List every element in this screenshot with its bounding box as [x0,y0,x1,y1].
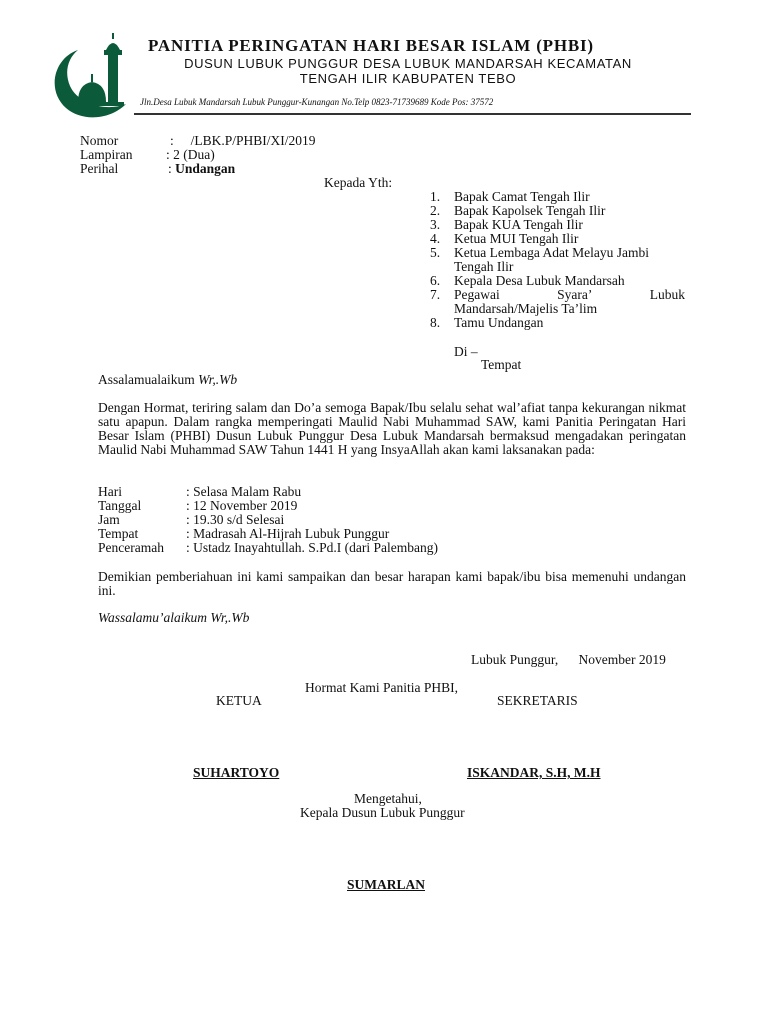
recipient-item: Tamu Undangan [454,315,544,330]
recipient-item: Kepala Desa Lubuk Mandarsah [454,273,625,288]
intro-paragraph: Dengan Hormat, teriring salam dan Do’a semoga Bapak/Ibu selalu sehat wal’afiat tanpa kekurangan nikmat satu apapun. Dalam rangka memperingati Maulid Nabi Muhammad SAW, kami Panitia Peringatan Hari Besar Islam (PHBI) Dusun Lubuk Punggur Desa Lubuk Mandarsah bermaksud mengadakan peringatan Maulid Nabi Muhammad SAW Tahun 1441 H yang InsyaAllah akan kami laksanakan pada: [98,400,686,457]
event-value: : Madrasah Al-Hijrah Lubuk Punggur [186,526,390,541]
recipient-number: 1. [430,189,441,204]
recipient-item: Bapak Camat Tengah Ilir [454,189,590,204]
recipient-number: 3. [430,217,441,232]
event-value: : Ustadz Inayahtullah. S.Pd.I (dari Palembang) [186,540,438,555]
tempat-destination: Tempat [481,357,522,372]
recipient-item: Ketua MUI Tengah Ilir [454,231,579,246]
event-label: Jam [98,512,120,527]
greeting-text: Assalamualaikum [98,372,199,387]
ketua-title: KETUA [216,693,262,708]
org-name: PANITIA PERINGATAN HARI BESAR ISLAM (PHBI) [148,36,594,55]
recipient-number: 4. [430,231,441,246]
org-subtitle-line1: DUSUN LUBUK PUNGGUR DESA LUBUK MANDARSAH KECAMATAN [184,56,632,71]
sekretaris-name: ISKANDAR, S.H, M.H [467,765,601,780]
recipient-item-word: Pegawai [454,287,500,302]
recipient-item-text: Ketua Lembaga Adat Melayu Jambi [454,245,649,260]
place-date: Lubuk Punggur, November 2019 [471,652,666,667]
recipient-number: 8. [430,315,441,330]
header-divider [134,113,691,115]
event-label: Penceramah [98,540,164,555]
event-label: Hari [98,484,122,499]
recipient-number: 7. [430,287,441,302]
ketua-name: SUHARTOYO [193,765,280,780]
recipient-item-word: Lubuk [649,287,685,302]
mengetahui: Mengetahui, [354,791,422,806]
event-value: : 19.30 s/d Selesai [186,512,285,527]
event-label: Tanggal [98,498,142,513]
closing-greeting: Wassalamu’alaikum Wr,.Wb [98,610,250,625]
recipient-number: 5. [430,245,441,260]
kadus-title: Kepala Dusun Lubuk Punggur [300,805,465,820]
event-value: : 12 November 2019 [186,498,298,513]
nomor-label: Nomor [80,133,119,148]
closing-paragraph: Demikian pemberiahuan ini kami sampaikan dan besar harapan kami bapak/ibu bisa memenuhi undangan ini. [98,569,686,598]
recipient-number: 2. [430,203,441,218]
kadus-name: SUMARLAN [347,877,426,892]
perihal-colon: : [168,161,176,176]
sekretaris-title: SEKRETARIS [497,693,578,708]
mosque-crescent-logo-icon [48,32,140,122]
recipient-item: Bapak KUA Tengah Ilir [454,217,583,232]
event-label: Tempat [98,526,139,541]
org-subtitle-line2: TENGAH ILIR KABUPATEN TEBO [299,71,517,86]
opening-greeting [98,373,237,387]
recipient-item: Bapak Kapolsek Tengah Ilir [454,203,606,218]
recipient-number: 6. [430,273,441,288]
recipient-item-line1 [454,246,685,260]
hormat-kami: Hormat Kami Panitia PHBI, [305,680,458,695]
perihal-label: Perihal [80,161,119,176]
recipient-item-word: Syara’ [557,287,593,302]
greeting-suffix: Wr,.Wb [198,372,238,387]
di-label: Di – [454,344,478,359]
perihal-subject: Undangan [175,161,236,176]
org-address: Jln.Desa Lubuk Mandarsah Lubuk Punggur-Kunangan No.Telp 0823-71739689 Kode Pos: 37572 [140,97,494,107]
nomor-value: : /LBK.P/PHBI/XI/2019 [170,133,316,148]
recipients-heading: Kepada Yth: [324,175,393,190]
lampiran-label: Lampiran [80,147,133,162]
recipient-item-line2: Mandarsah/Majelis Ta’lim [454,301,598,316]
recipient-item-line1 [454,288,685,302]
event-value: : Selasa Malam Rabu [186,484,302,499]
recipient-item-line2: Tengah Ilir [454,259,514,274]
perihal-value [168,162,235,176]
lampiran-value: : 2 (Dua) [166,147,215,162]
